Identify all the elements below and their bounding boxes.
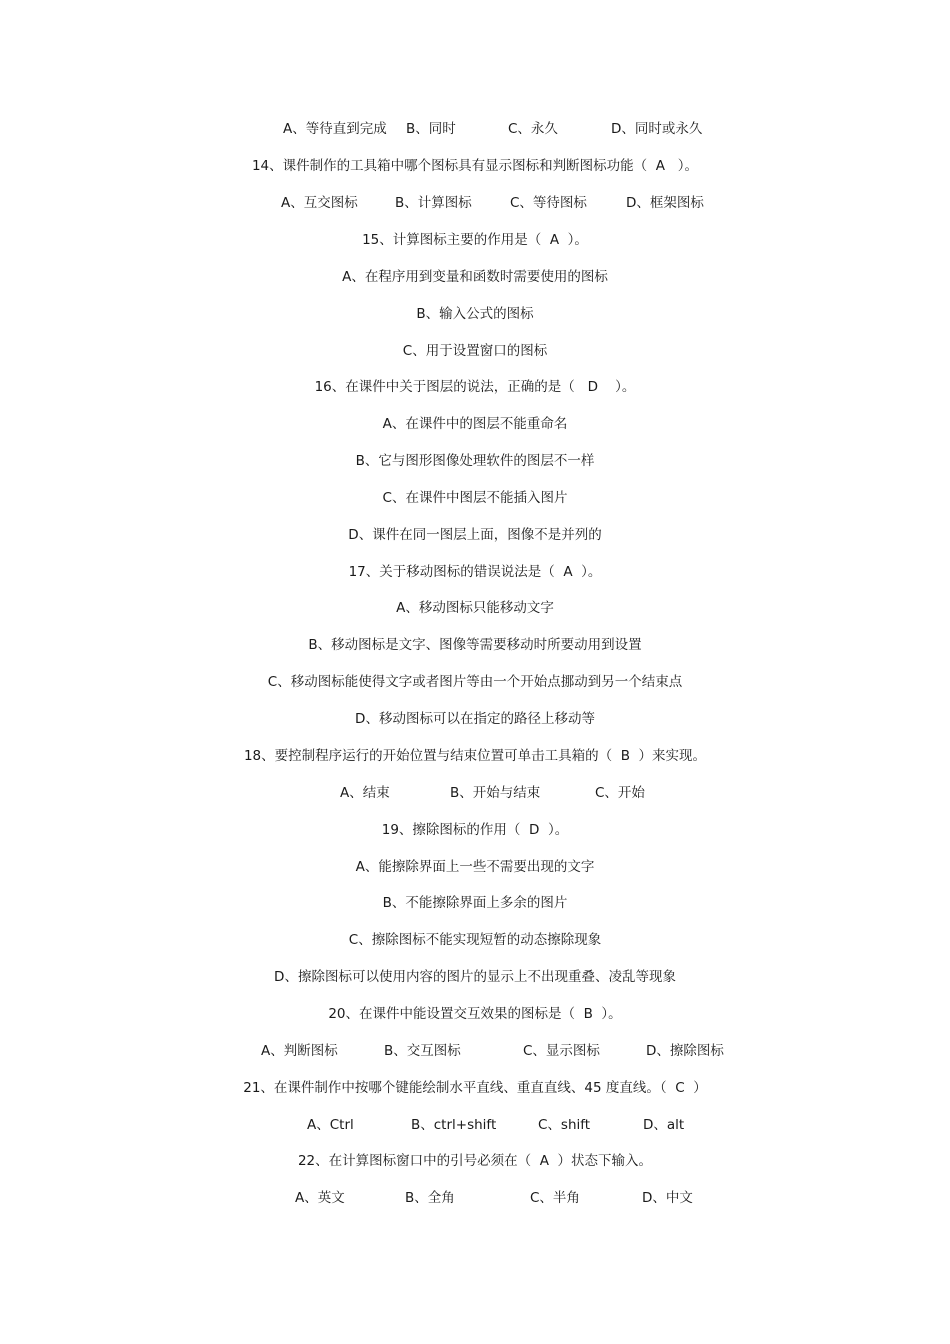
q20-options-row <box>0 1033 950 1070</box>
q21-option-d: D、alt <box>643 1117 685 1133</box>
q22-question: 22、在计算图标窗口中的引号必须在（ A ）状态下输入。 <box>297 1153 653 1169</box>
q15-option-a: A、在程序用到变量和函数时需要使用的图标 <box>342 269 608 285</box>
q17-option-d: D、移动图标可以在指定的路径上移动等 <box>355 711 595 727</box>
q13-option-b: B、同时 <box>406 121 456 137</box>
q14-option-a: A、互交图标 <box>281 195 358 211</box>
q17-question: 17、关于移动图标的错误说法是（ A ）。 <box>348 564 602 580</box>
q16-option-d: D、课件在同一图层上面，图像不是并列的 <box>348 527 602 543</box>
q22-option-c: C、半角 <box>530 1190 580 1206</box>
q16-question: 16、在课件中关于图层的说法，正确的是（ D ）。 <box>314 379 636 395</box>
q18-option-a: A、结束 <box>340 785 390 801</box>
q19-option-d: D、擦除图标可以使用内容的图片的显示上不出现重叠、凌乱等现象 <box>274 969 676 985</box>
q19-option-a: A、能擦除界面上一些不需要出现的文字 <box>355 859 595 875</box>
q20-question: 20、在课件中能设置交互效果的图标是（ B ）。 <box>328 1006 622 1022</box>
q16-option-a: A、在课件中的图层不能重命名 <box>382 416 568 432</box>
q13-options-row <box>0 111 950 148</box>
q13-option-d: D、同时或永久 <box>611 121 703 137</box>
q21-option-a: A、Ctrl <box>307 1117 354 1133</box>
q18-option-c: C、开始 <box>595 785 645 801</box>
q17-option-b: B、移动图标是文字、图像等需要移动时所要动用到设置 <box>308 637 642 653</box>
q21-option-c: C、shift <box>538 1117 591 1133</box>
q14-question: 14、课件制作的工具箱中哪个图标具有显示图标和判断图标功能（ A ）。 <box>251 158 699 174</box>
q22-option-a: A、英文 <box>295 1190 345 1206</box>
q22-option-d: D、中文 <box>642 1190 693 1206</box>
q15-question: 15、计算图标主要的作用是（ A ）。 <box>362 232 588 248</box>
q14-options-row <box>0 185 950 222</box>
q14-option-d: D、框架图标 <box>626 195 704 211</box>
q13-option-a: A、等待直到完成 <box>283 121 387 137</box>
q22-options-row <box>0 1180 950 1217</box>
q15-option-b: B、输入公式的图标 <box>416 306 534 322</box>
q17-option-a: A、移动图标只能移动文字 <box>396 600 554 616</box>
q19-option-b: B、不能擦除界面上多余的图片 <box>382 895 568 911</box>
q20-option-d: D、擦除图标 <box>646 1043 724 1059</box>
q21-question: 21、在课件制作中按哪个键能绘制水平直线、重直直线、45 度直线。（ C ） <box>243 1080 707 1096</box>
q18-question: 18、要控制程序运行的开始位置与结束位置可单击工具箱的（ B ）来实现。 <box>243 748 707 764</box>
q18-option-b: B、开始与结束 <box>450 785 541 801</box>
q20-option-c: C、显示图标 <box>523 1043 600 1059</box>
q20-option-b: B、交互图标 <box>384 1043 461 1059</box>
q19-option-c: C、擦除图标不能实现短暂的动态擦除现象 <box>348 932 602 948</box>
q21-options-row <box>0 1107 950 1144</box>
q16-option-c: C、在课件中图层不能插入图片 <box>382 490 568 506</box>
q14-option-b: B、计算图标 <box>395 195 472 211</box>
q15-option-c: C、用于设置窗口的图标 <box>402 343 548 359</box>
q21-option-b: B、ctrl+shift <box>411 1117 497 1133</box>
q13-option-c: C、永久 <box>508 121 558 137</box>
q14-option-c: C、等待图标 <box>510 195 587 211</box>
q19-question: 19、擦除图标的作用（ D ）。 <box>381 822 569 838</box>
q17-option-c: C、移动图标能使得文字或者图片等由一个开始点挪动到另一个结束点 <box>267 674 683 690</box>
q16-option-b: B、它与图形图像处理软件的图层不一样 <box>355 453 595 469</box>
q18-options-row <box>0 775 950 812</box>
q20-option-a: A、判断图标 <box>261 1043 338 1059</box>
q22-option-b: B、全角 <box>405 1190 455 1206</box>
